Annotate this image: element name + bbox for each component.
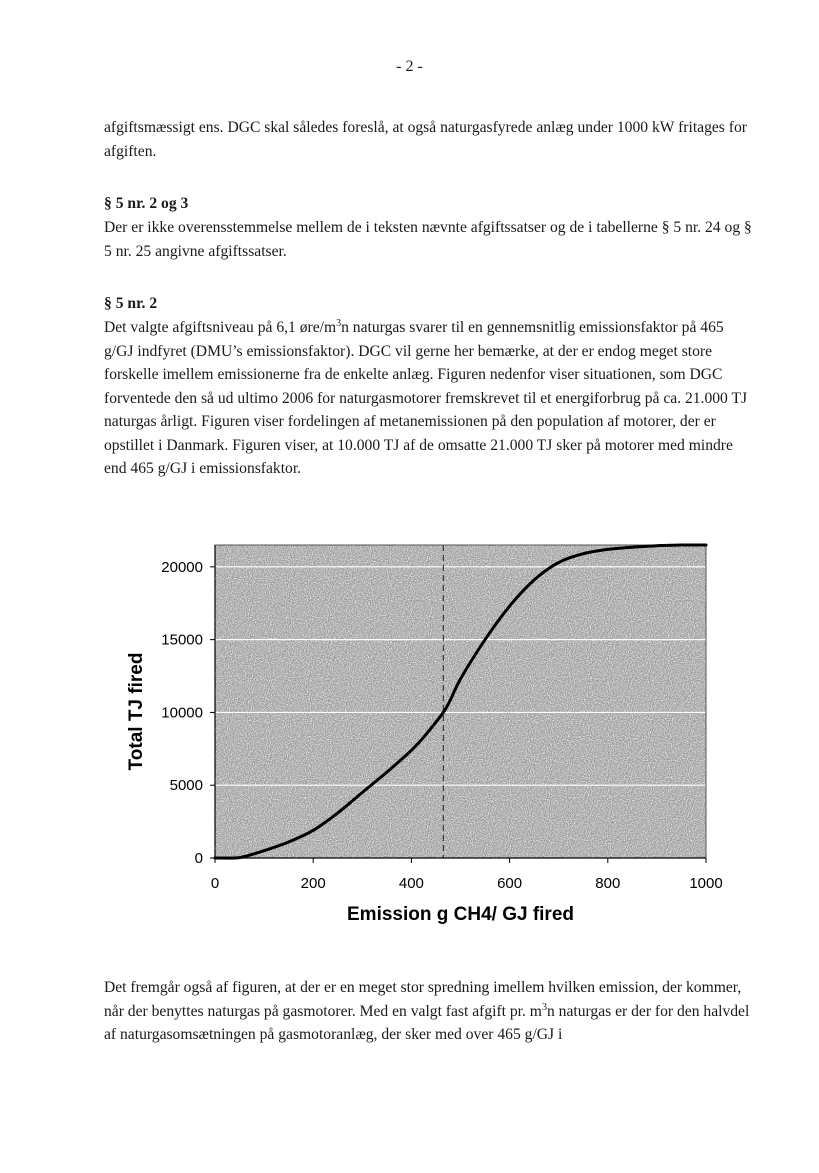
paragraph-emission xyxy=(104,316,754,481)
data-point-0-13 xyxy=(459,678,461,680)
data-point-0-2 xyxy=(243,855,245,857)
data-point-0-17 xyxy=(558,561,560,563)
section-heading-5-2: § 5 nr. 2 xyxy=(104,295,158,312)
superscript-3-b: 3 xyxy=(541,1001,547,1013)
data-point-0-15 xyxy=(508,605,510,607)
paragraph-conclusion xyxy=(104,976,754,1047)
emission-distribution-chart xyxy=(0,530,819,930)
data-point-0-16 xyxy=(533,579,535,581)
paragraph-rates: Der er ikke overensstemmelse mellem de i teksten nævnte afgiftssatser og de i tabellerne § 5 nr. 24 og § 5 nr. 25 angivne afgiftssatser. xyxy=(104,219,752,260)
data-point-0-12 xyxy=(450,698,452,700)
x-tick-label-200: 200 xyxy=(300,875,326,892)
data-point-0-22 xyxy=(680,544,682,546)
x-axis-title: Emission g CH4/ GJ fired xyxy=(347,904,574,925)
paragraph-conclusion-part1: Det fremgår også af figuren, at der er en meget stor spredning imellem hvilken emission, der kommer, når der benyttes naturgas på gasmotorer. Med en valgt fast afgift pr. m xyxy=(104,979,742,1020)
x-tick-label-0: 0 xyxy=(210,875,220,892)
data-point-0-5 xyxy=(312,829,314,831)
data-point-0-6 xyxy=(337,812,339,814)
data-point-0-10 xyxy=(425,733,427,735)
plot-area-texture xyxy=(215,545,706,858)
data-point-0-14 xyxy=(484,638,486,640)
paragraph-conclusion-part2: n naturgas er der for den halvdel af naturgasomsætningen på gasmotoranlæg, der sker med over 465 g/GJ i xyxy=(104,1002,750,1043)
page-number: - 2 - xyxy=(396,58,423,75)
y-tick-label-15000: 15000 xyxy=(161,631,203,649)
y-tick-label-10000: 10000 xyxy=(161,704,203,722)
data-point-0-9 xyxy=(410,749,412,751)
data-point-0-20 xyxy=(631,546,633,548)
x-tick-label-600: 600 xyxy=(497,875,523,892)
data-point-0-3 xyxy=(263,850,265,852)
x-tick-label-800: 800 xyxy=(595,875,621,892)
paragraph-intro: afgiftsmæssigt ens. DGC skal således foreslå, at også naturgasfyrede anlæg under 1000 kW fritages for afgiften. xyxy=(104,119,747,160)
superscript-3: 3 xyxy=(336,318,342,329)
paragraph-emission-part1: Det valgte afgiftsniveau på 6,1 øre/m xyxy=(104,319,337,336)
data-point-0-11 xyxy=(442,711,444,713)
y-tick-label-0: 0 xyxy=(194,850,203,867)
data-point-0-23 xyxy=(705,544,707,546)
x-tick-label-1000: 1000 xyxy=(689,875,723,892)
data-point-0-1 xyxy=(233,857,235,859)
data-point-0-7 xyxy=(361,791,363,793)
y-tick-label-5000: 5000 xyxy=(169,777,203,795)
data-point-0-18 xyxy=(582,553,584,555)
data-point-0-0 xyxy=(214,857,216,859)
section-heading-5-2-3: § 5 nr. 2 og 3 xyxy=(104,195,189,212)
data-point-0-19 xyxy=(607,548,609,550)
paragraph-emission-part2: n naturgas svarer til en gennemsnitlig emissionsfaktor på 465 g/GJ indfyret (DMU’s emissionsfaktor). DGC vil gerne her bemærke, at der er endog meget store forskelle imellem emissionerne fra de enkelte anlæg. Figuren nedenfor viser situationen, som DGC forventede den så ud ultimo 2006 for naturgasmotorer fremskrevet til et energiforbrug på ca. 21.000 TJ naturgas årligt. Figuren viser fordelingen af metanemissionen på den population af motorer, der er opstillet i Danmark. Figuren viser, at 10.000 TJ af de omsatte 21.000 TJ sker på motorer med mindre end 465 g/GJ i emissionsfaktor. xyxy=(104,319,748,477)
data-point-0-8 xyxy=(386,771,388,773)
data-point-0-21 xyxy=(656,545,658,547)
y-axis-title: Total TJ fired xyxy=(126,652,147,771)
data-point-0-4 xyxy=(287,841,289,843)
x-tick-label-400: 400 xyxy=(398,875,424,892)
y-tick-label-20000: 20000 xyxy=(161,558,203,576)
